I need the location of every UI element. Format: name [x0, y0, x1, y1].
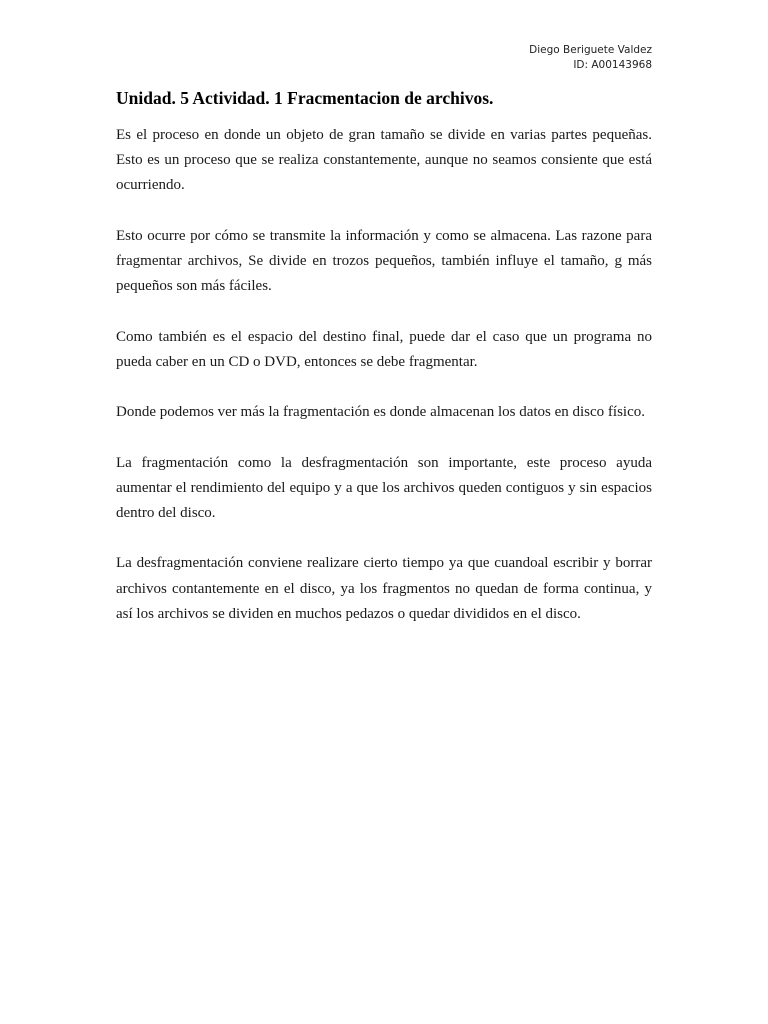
paragraph-2: Esto ocurre por cómo se transmite la información y como se almacena. Las razone para fragmentar archivos, Se divide en trozos pequeños, también influye el tamaño, g más pequeños son más fáciles. [116, 227, 652, 295]
document-body [116, 123, 652, 652]
paragraph-3: Como también es el espacio del destino final, puede dar el caso que un programa no pueda caber en un CD o DVD, entonces se debe fragmentar. [116, 328, 652, 370]
paragraph-1: Es el proceso en donde un objeto de gran tamaño se divide en varias partes pequeñas. Esto es un proceso que se realiza constantemente, aunque no seamos consiente que está ocurriendo. [116, 127, 652, 194]
author-name: Diego Beriguete Valdez [529, 44, 652, 56]
paragraph-6: La desfragmentación conviene realizare cierto tiempo ya que cuandoal escribir y borrar archivos contantemente en el disco, ya los fragmentos no quedan de forma continua, y así los archivos se dividen en muchos pedazos o quedar divididos en el disco. [116, 555, 652, 622]
document-title: Unidad. 5 Actividad. 1 Fracmentacion de archivos. [116, 88, 494, 108]
paragraph-5: La fragmentación como la desfragmentación son importante, este proceso ayuda aumentar el rendimiento del equipo y a que los archivos queden contiguos y sin espacios dentro del disco. [116, 454, 652, 521]
page-header [529, 43, 652, 73]
student-id: ID: A00143968 [573, 59, 652, 71]
paragraph-4: Donde podemos ver más la fragmentación es donde almacenan los datos en disco físico. [116, 404, 646, 421]
